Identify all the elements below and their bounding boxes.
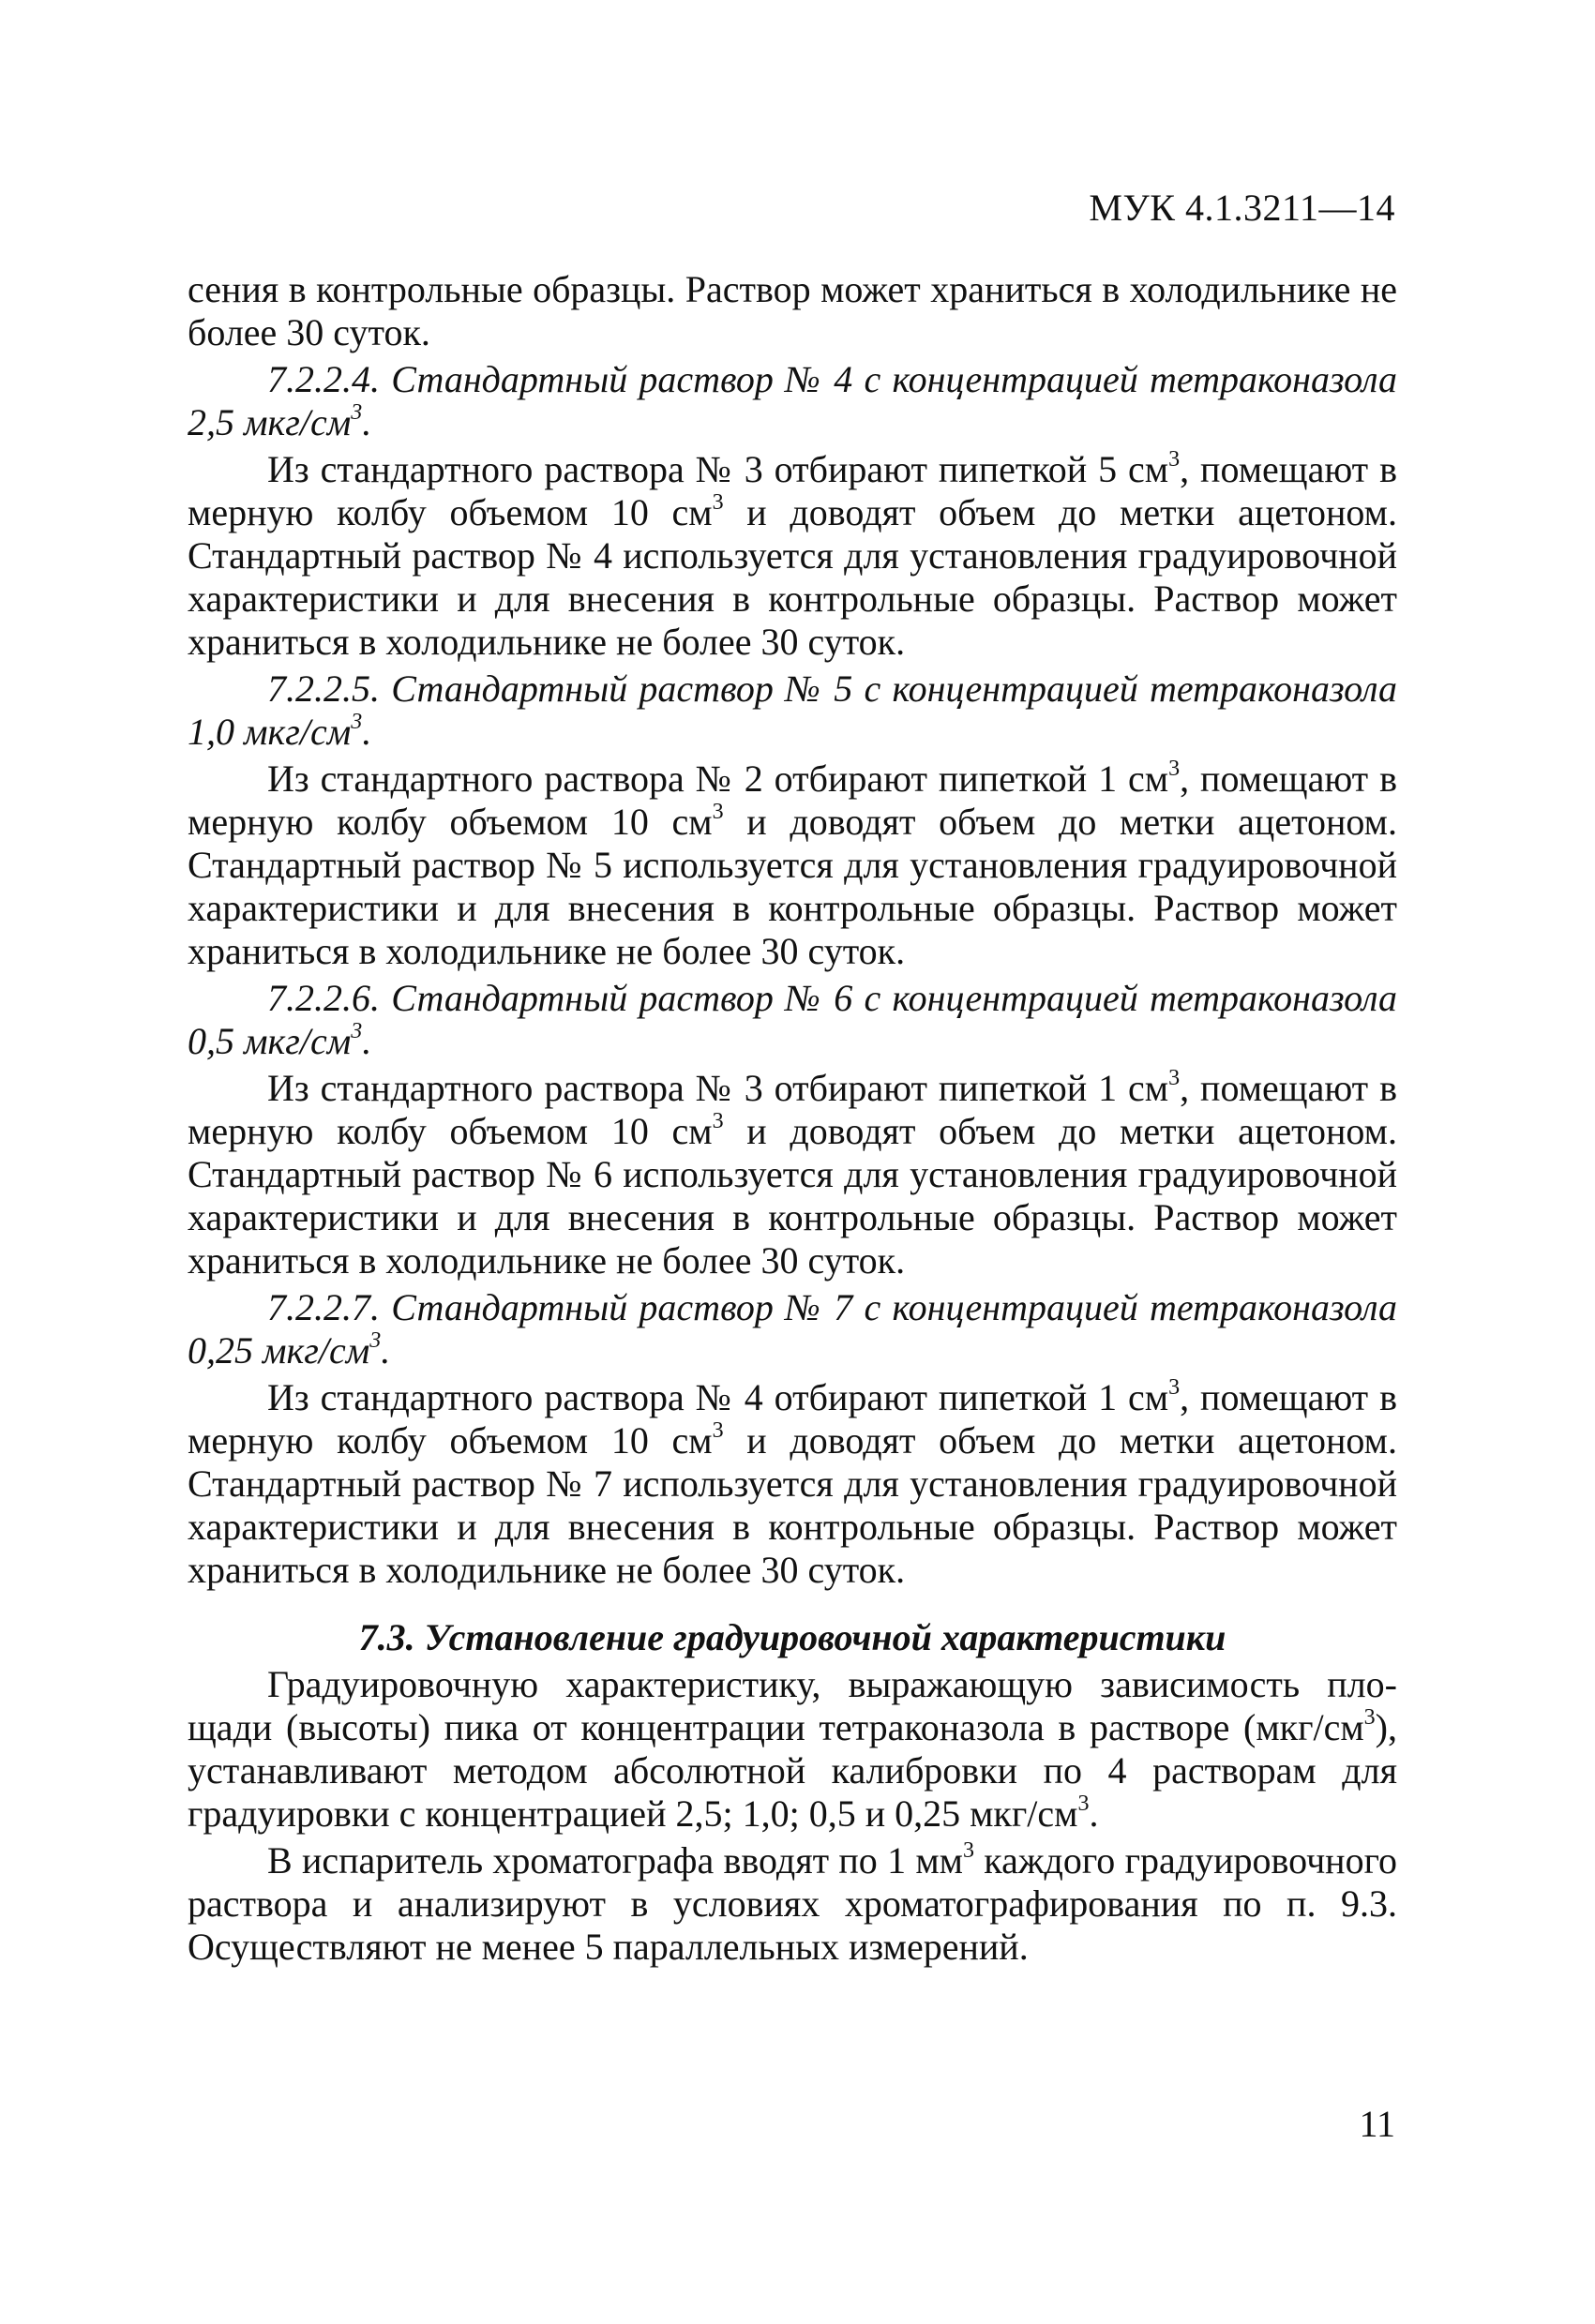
paragraph-text: В испаритель хроматографа вводят по 1 мм: [267, 1839, 963, 1882]
paragraph-text: ), устанавливают методом абсолютной калибровки по 4 растворам для градуировки с концентрацией 2,5; 1,0; 0,5 и 0,25 мкг/см: [188, 1706, 1397, 1835]
paragraph-text: и доводят объем до метки ацетоном. Стандартный раствор № 5 используется для установления градуировочной характеристики и для внесения в контрольные образцы. Раствор может храниться в холодильнике не более 30 суток.: [188, 801, 1397, 972]
paragraph-text: , помещают в мерную колбу объемом 10 см: [188, 1067, 1397, 1152]
heading-end: .: [381, 1329, 391, 1372]
superscript: 3: [351, 710, 363, 735]
superscript: 3: [1363, 1705, 1376, 1731]
superscript: 3: [1168, 1066, 1181, 1091]
paragraph-text: Из стандартного раствора № 2 отбирают пипеткой 1 см: [267, 757, 1169, 800]
page-number: 11: [1359, 2103, 1395, 2145]
paragraph-solution-7: [188, 1376, 1397, 1592]
superscript: 3: [1168, 757, 1181, 782]
paragraph-text: сения в контрольные образцы. Раствор может храниться в холодильнике не более 30 суток.: [188, 268, 1397, 353]
superscript: 3: [1168, 1375, 1181, 1401]
superscript: 3: [712, 800, 724, 825]
paragraph-text: и доводят объем до метки ацетоном. Стандартный раствор № 4 используется для установления градуировочной характеристики и для внесения в контрольные образцы. Раствор может храниться в холодильнике не более 30 суток.: [188, 491, 1397, 663]
paragraph-solution-4: [188, 448, 1397, 664]
paragraph-injection: [188, 1839, 1397, 1969]
superscript: 3: [1077, 1792, 1090, 1817]
paragraph-solution-5: [188, 757, 1397, 973]
heading-end: .: [362, 711, 372, 753]
superscript: 3: [351, 400, 363, 426]
superscript: 3: [712, 490, 724, 516]
paragraph-text: и доводят объем до метки ацетоном. Стандартный раствор № 6 используется для установления градуировочной характеристики и для внесения в контрольные образцы. Раствор может храниться в холодильнике не более 30 суток.: [188, 1110, 1397, 1282]
superscript: 3: [963, 1838, 974, 1864]
subsection-heading-7-2-2-6: [188, 977, 1397, 1063]
heading-text: 7.2.2.5. Стандартный раствор № 5 с концентрацией тетраконазола 1,0 мкг/см: [188, 667, 1397, 753]
paragraph-text: Из стандартного раствора № 3 отбирают пипеткой 1 см: [267, 1067, 1169, 1109]
superscript: 3: [712, 1418, 724, 1444]
superscript: 3: [712, 1109, 724, 1134]
heading-end: .: [362, 401, 372, 443]
subsection-heading-7-2-2-7: [188, 1286, 1397, 1372]
subsection-heading-7-2-2-4: [188, 358, 1397, 444]
heading-text: 7.2.2.7. Стандартный раствор № 7 с концентрацией тетраконазола 0,25 мкг/см: [188, 1286, 1397, 1372]
section-heading-7-3: 7.3. Установление градуировочной характеристики: [358, 1616, 1226, 1658]
paragraph-solution-6: [188, 1067, 1397, 1282]
paragraph-text: , помещают в мерную колбу объемом 10 см: [188, 1376, 1397, 1462]
paragraph-text: каждого градуировочного раствора и анализируют в условиях хроматографирования по п. 9.3. Осуществляют не менее 5 параллельных измерений.: [188, 1839, 1397, 1968]
paragraph-text: , помещают в мерную колбу объемом 10 см: [188, 757, 1397, 843]
heading-text: 7.2.2.6. Стандартный раствор № 6 с концентрацией тетраконазола 0,5 мкг/см: [188, 977, 1397, 1062]
superscript: 3: [1168, 447, 1181, 472]
paragraph-text: Градуировочную характеристику, выражающую зависимость площади (высоты) пика от концентрации тетраконазола в растворе (мкг/см: [188, 1663, 1397, 1748]
heading-end: .: [362, 1020, 372, 1062]
document-code-header: МУК 4.1.3211—14: [1089, 187, 1395, 229]
paragraph-text: Из стандартного раствора № 3 отбирают пипеткой 5 см: [267, 448, 1169, 490]
paragraph-text: Из стандартного раствора № 4 отбирают пипеткой 1 см: [267, 1376, 1169, 1418]
paragraph-calibration: [188, 1663, 1397, 1836]
superscript: 3: [369, 1328, 382, 1354]
heading-text: 7.2.2.4. Стандартный раствор № 4 с концентрацией тетраконазола 2,5 мкг/см: [188, 358, 1397, 443]
document-body: [188, 268, 1397, 1969]
paragraph-continuation: [188, 268, 1397, 354]
superscript: 3: [351, 1019, 363, 1044]
subsection-heading-7-2-2-5: [188, 667, 1397, 754]
paragraph-text: .: [1089, 1792, 1099, 1835]
paragraph-text: и доводят объем до метки ацетоном. Стандартный раствор № 7 используется для установления градуировочной характеристики и для внесения в контрольные образцы. Раствор может храниться в холодильнике не более 30 суток.: [188, 1419, 1397, 1591]
paragraph-text: , помещают в мерную колбу объемом 10 см: [188, 448, 1397, 533]
